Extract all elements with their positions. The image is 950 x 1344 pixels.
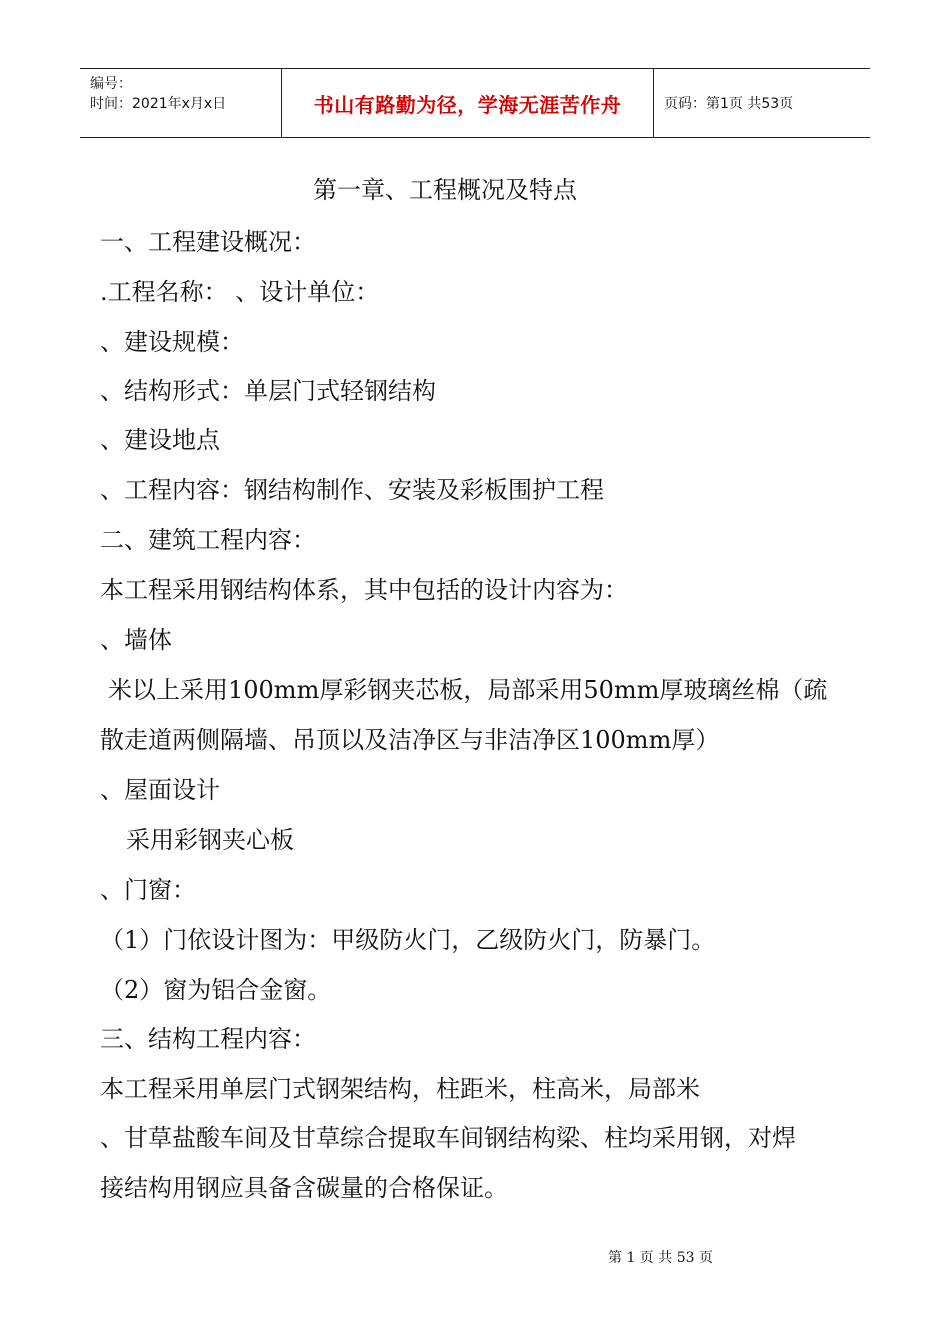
body-line: .工程名称： 、设计单位： — [100, 278, 380, 306]
body-line: 本工程采用单层门式钢架结构，柱距米，柱高米，局部米 — [100, 1075, 700, 1103]
page-footer: 第 1 页 共 53 页 — [608, 1250, 713, 1266]
chapter-title: 第一章、工程概况及特点 — [313, 176, 577, 204]
motto-text: 书山有路勤为径，学海无涯苦作舟 — [313, 92, 622, 117]
body-line: （2）窗为铝合金窗。 — [100, 976, 332, 1004]
body-line: 、门窗： — [100, 876, 196, 904]
serial-label: 编号： — [90, 76, 132, 92]
body-line: 米以上采用100mm厚彩钢夹芯板，局部采用50mm厚玻璃丝棉（疏 — [108, 676, 828, 704]
section-heading: 一、工程建设概况： — [100, 228, 316, 256]
body-line: 、建设规模： — [100, 328, 244, 356]
page-count-label: 页码：第1页 共53页 — [664, 96, 794, 112]
body-line: 本工程采用钢结构体系，其中包括的设计内容为： — [100, 576, 628, 604]
body-line: 散走道两侧隔墙、吊顶以及洁净区与非洁净区100mm厚） — [100, 726, 720, 754]
header-page-cell — [654, 69, 870, 137]
body-line: 、建设地点 — [100, 426, 220, 454]
body-line: （1）门依设计图为：甲级防火门，乙级防火门，防暴门。 — [100, 926, 716, 954]
section-heading: 二、建筑工程内容： — [100, 526, 316, 554]
header-motto-cell — [282, 69, 654, 137]
body-line: 接结构用钢应具备含碳量的合格保证。 — [100, 1174, 508, 1202]
body-line: 、墙体 — [100, 626, 172, 654]
section-heading: 三、结构工程内容： — [100, 1025, 316, 1053]
body-line: 、甘草盐酸车间及甘草综合提取车间钢结构梁、柱均采用钢，对焊 — [100, 1124, 796, 1152]
document-header — [80, 68, 870, 138]
body-line: 采用彩钢夹心板 — [126, 826, 294, 854]
body-line: 、结构形式：单层门式轻钢结构 — [100, 377, 436, 405]
header-meta — [80, 69, 282, 137]
body-line: 、工程内容：钢结构制作、安装及彩板围护工程 — [100, 476, 604, 504]
body-line: 、屋面设计 — [100, 776, 220, 804]
date-label: 时间：2021年x月x日 — [90, 96, 227, 112]
